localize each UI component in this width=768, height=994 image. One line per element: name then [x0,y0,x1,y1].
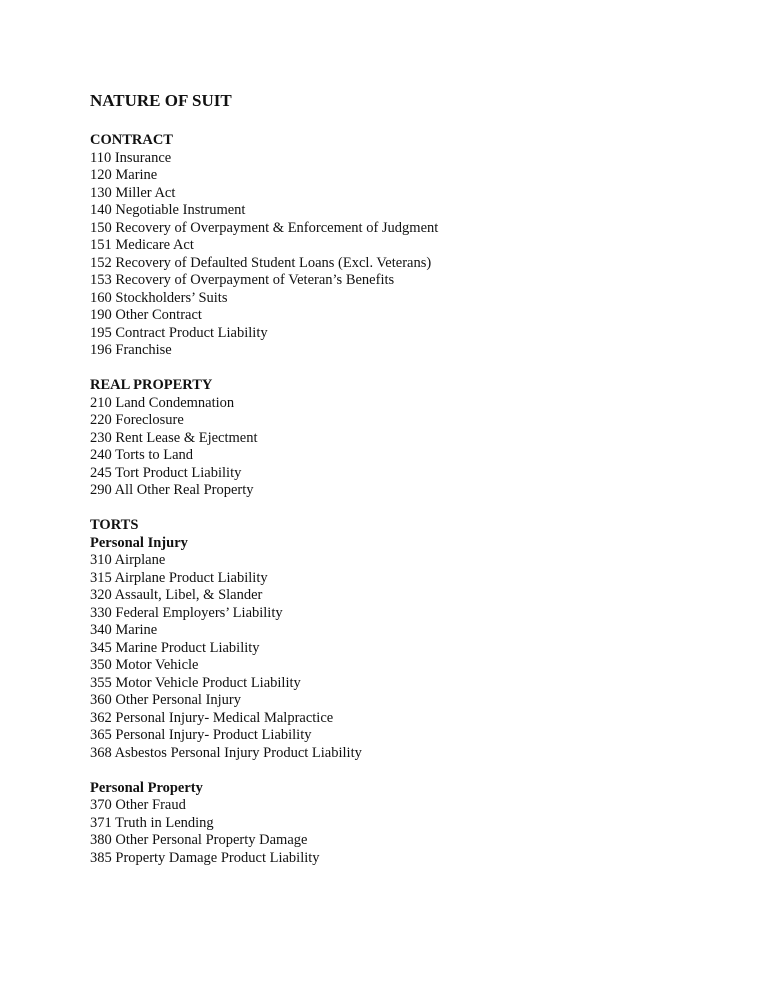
list-item: 345 Marine Product Liability [90,639,260,656]
list-item: 152 Recovery of Defaulted Student Loans (Excl. Veterans) [90,254,432,271]
list-item: 240 Torts to Land [90,447,194,463]
subsection-personal-property [90,780,730,868]
list-item: 196 Franchise [90,342,172,358]
list-item: 151 Medicare Act [90,237,194,253]
page-title: NATURE OF SUIT [90,91,232,110]
list-item: 210 Land Condemnation [90,394,235,411]
list-item: 360 Other Personal Injury [90,692,242,708]
section-heading: REAL PROPERTY [90,377,213,393]
subsection-personal-injury [90,535,730,763]
subsection-heading: Personal Injury [90,534,188,551]
subsection-heading: Personal Property [90,779,203,796]
list-item: 340 Marine [90,622,158,638]
section-contract [90,132,730,360]
list-item: 385 Property Damage Product Liability [90,849,320,866]
list-item: 290 All Other Real Property [90,482,254,498]
list-item: 153 Recovery of Overpayment of Veteran’s Benefits [90,272,395,288]
list-item: 368 Asbestos Personal Injury Product Liability [90,744,362,761]
document-page [90,90,730,885]
list-item: 370 Other Fraud [90,797,186,813]
list-item: 365 Personal Injury- Product Liability [90,727,312,743]
list-item: 380 Other Personal Property Damage [90,832,308,848]
section-torts [90,517,730,867]
list-item: 350 Motor Vehicle [90,657,199,673]
list-item: 330 Federal Employers’ Liability [90,604,283,621]
list-item: 190 Other Contract [90,307,202,323]
list-item: 220 Foreclosure [90,412,184,428]
list-item: 362 Personal Injury- Medical Malpractice [90,709,334,726]
list-item: 315 Airplane Product Liability [90,569,268,586]
list-item: 140 Negotiable Instrument [90,202,246,218]
list-item: 320 Assault, Libel, & Slander [90,587,263,603]
section-real-property [90,377,730,500]
list-item: 371 Truth in Lending [90,814,214,831]
list-item: 150 Recovery of Overpayment & Enforcement of Judgment [90,219,439,236]
list-item: 195 Contract Product Liability [90,324,268,341]
list-item: 130 Miller Act [90,184,176,201]
section-heading: TORTS [90,517,139,533]
list-item: 230 Rent Lease & Ejectment [90,429,258,446]
list-item: 355 Motor Vehicle Product Liability [90,674,301,691]
section-heading: CONTRACT [90,132,173,148]
list-item: 245 Tort Product Liability [90,464,242,481]
list-item: 110 Insurance [90,149,172,166]
list-item: 120 Marine [90,167,158,183]
list-item: 160 Stockholders’ Suits [90,289,228,306]
list-item: 310 Airplane [90,552,166,568]
